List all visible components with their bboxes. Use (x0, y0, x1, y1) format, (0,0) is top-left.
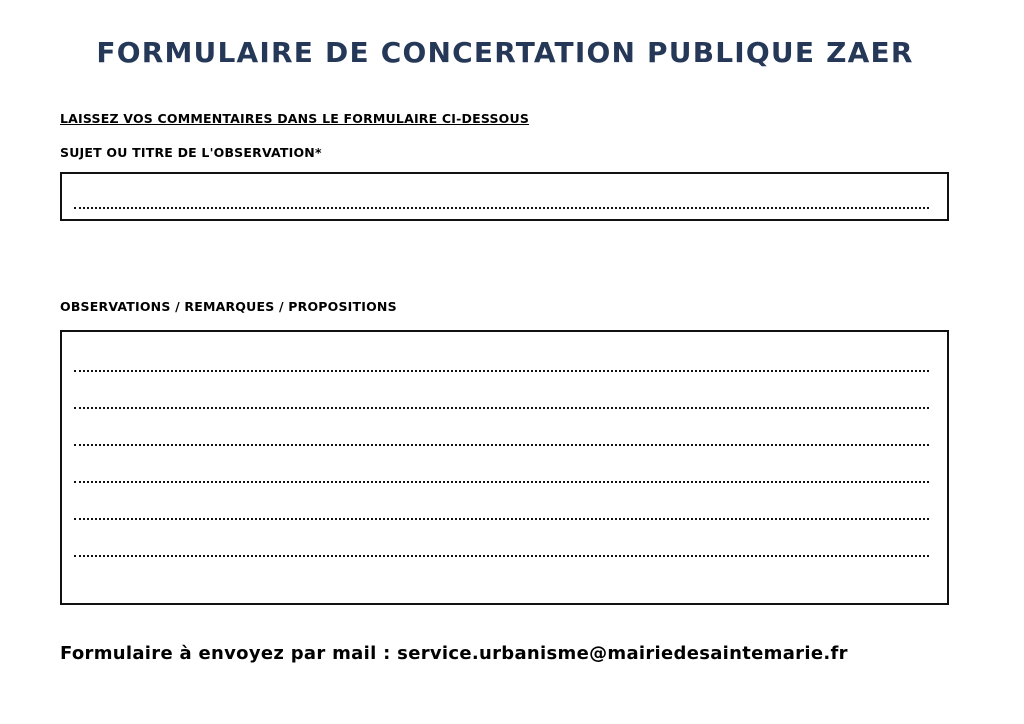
form-instruction: LAISSEZ VOS COMMENTAIRES DANS LE FORMULAIRE CI-DESSOUS (60, 111, 530, 126)
observations-label: OBSERVATIONS / REMARQUES / PROPOSITIONS (60, 299, 397, 314)
observations-field[interactable] (60, 330, 949, 605)
footer-email-instruction: Formulaire à envoyez par mail : service.urbanisme@mairiedesaintemarie.fr (60, 643, 848, 664)
observations-dotted-line-4 (74, 481, 929, 483)
observations-dotted-line-2 (74, 407, 929, 409)
subject-dotted-line (74, 207, 929, 209)
form-title: FORMULAIRE DE CONCERTATION PUBLIQUE ZAER (96, 36, 914, 69)
observations-dotted-line-5 (74, 518, 929, 520)
observations-dotted-line-1 (74, 370, 929, 372)
subject-label: SUJET OU TITRE DE L'OBSERVATION* (60, 145, 322, 160)
observations-dotted-line-3 (74, 444, 929, 446)
observations-dotted-line-6 (74, 555, 929, 557)
subject-field[interactable] (60, 172, 949, 221)
